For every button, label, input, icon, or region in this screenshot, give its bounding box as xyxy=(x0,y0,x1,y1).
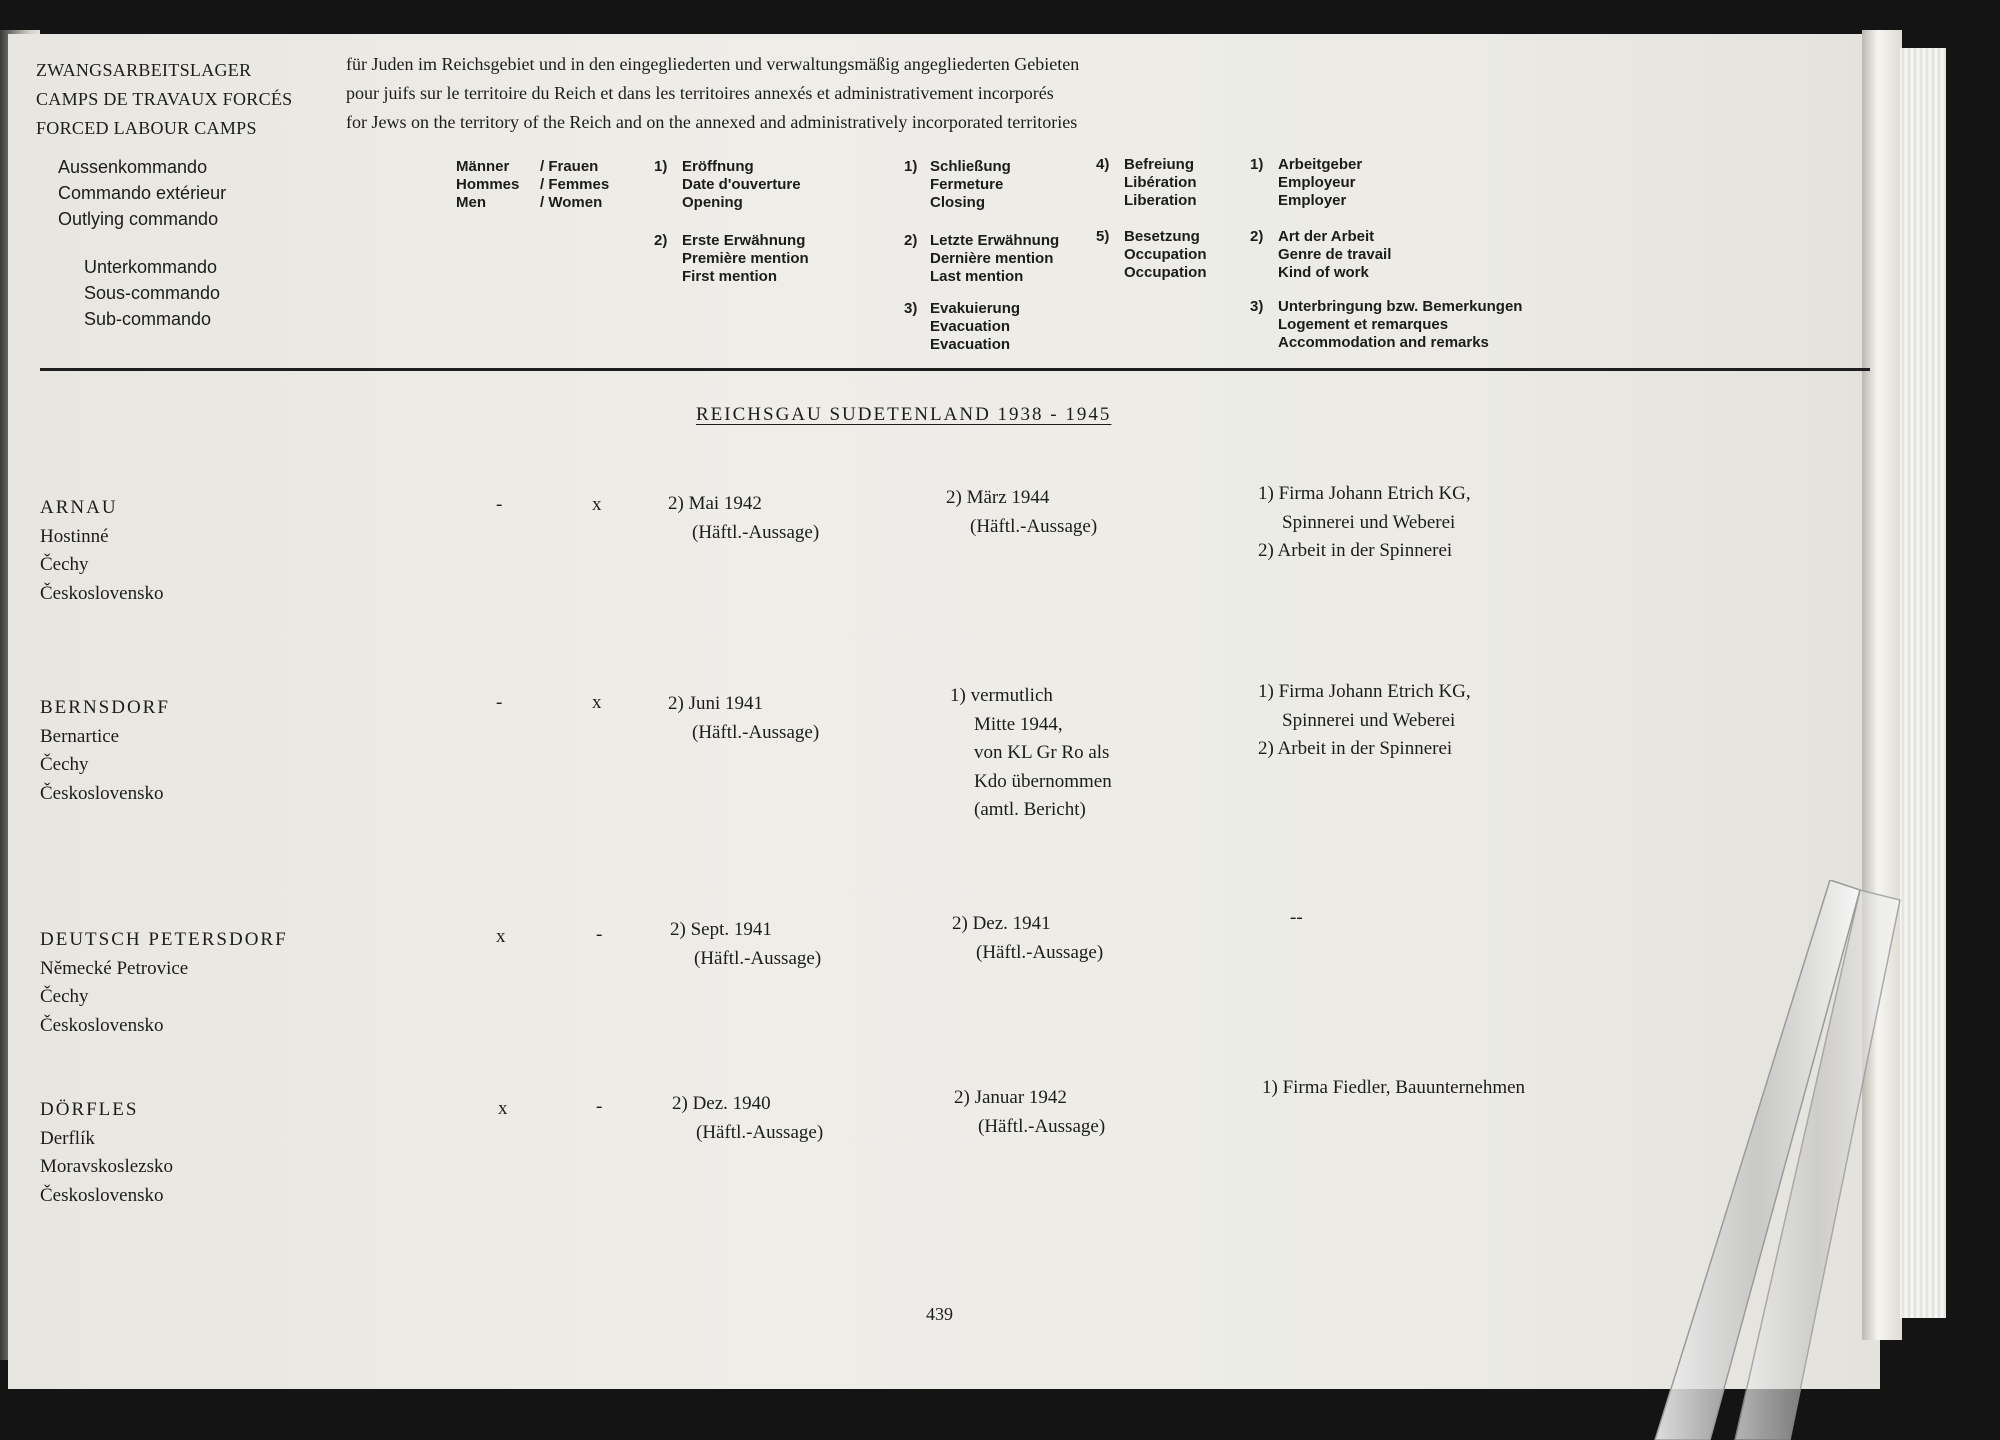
legend-c2-evac-de: Evakuierung xyxy=(930,300,1021,317)
legend-c3-occupation-en: Occupation xyxy=(1124,264,1207,281)
entry-place: Čechy xyxy=(40,986,89,1007)
legend-c3-liberation-en: Liberation xyxy=(1124,192,1197,209)
legend-c1-first-fr: Première mention xyxy=(682,250,809,267)
cell-line: 2) Dez. 1941 xyxy=(952,913,1051,934)
legend-c3-liberation-num: 4) xyxy=(1096,156,1110,173)
cell-line: 2) Januar 1942 xyxy=(954,1087,1067,1108)
legend-c1-opening-num: 1) xyxy=(654,158,668,175)
entry-place: Čechy xyxy=(40,554,89,575)
legend-c1-opening-fr: Date d'ouverture xyxy=(682,176,801,193)
section-title: REICHSGAU SUDETENLAND 1938 - 1945 xyxy=(696,404,1112,425)
cell-line: 2) Mai 1942 xyxy=(668,493,762,514)
cell-line: 2) Arbeit in der Spinnerei xyxy=(1258,738,1453,759)
legend-c4-accom-num: 3) xyxy=(1250,298,1264,315)
entry-place: Československo xyxy=(40,782,164,804)
entry-opening-cell xyxy=(668,690,819,747)
legend-c2-evac-fr: Evacuation xyxy=(930,318,1011,335)
entry-place: Bernartice xyxy=(40,725,120,747)
entry-employer-cell xyxy=(1258,480,1471,566)
legend-gender-women xyxy=(540,158,609,212)
entry-closing-cell xyxy=(946,484,1097,541)
legend-c1-first-en: First mention xyxy=(682,268,778,285)
entry-opening-cell xyxy=(670,916,821,973)
intro-line-en: for Jews on the territory of the Reich and on the annexed and administratively incorporated territories xyxy=(346,112,1078,132)
cell-line: (Häftl.-Aussage) xyxy=(692,721,820,743)
cell-line: (amtl. Bericht) xyxy=(974,799,1086,820)
legend-c1-first-de: Erste Erwähnung xyxy=(682,232,806,249)
legend-c1-opening-en: Opening xyxy=(682,194,743,211)
entry-name: DÖRFLES xyxy=(40,1099,139,1120)
legend-outlying-de: Aussenkommando xyxy=(58,157,208,177)
entry-bernsdorf-location xyxy=(40,694,170,808)
cell-line: von KL Gr Ro als xyxy=(974,742,1110,763)
cell-line: -- xyxy=(1290,907,1303,928)
legend-men-fr: Hommes xyxy=(456,176,520,193)
title-line-fr: CAMPS DE TRAVAUX FORCÉS xyxy=(36,89,293,109)
legend-c2-closing-fr: Fermeture xyxy=(930,176,1004,193)
legend-women-de: / Frauen xyxy=(540,158,599,175)
entry-opening-cell xyxy=(668,490,819,547)
legend-c3-liberation xyxy=(1124,156,1197,210)
legend-gender-men xyxy=(456,158,519,212)
cell-line: 1) Firma Johann Etrich KG, xyxy=(1258,483,1471,504)
legend-c4-employer xyxy=(1278,156,1362,210)
legend-c4-employer-en: Employer xyxy=(1278,192,1347,209)
cell-line: Spinnerei und Weberei xyxy=(1282,511,1456,533)
legend-c2-last-en: Last mention xyxy=(930,268,1024,285)
entry-place: Moravskoslezsko xyxy=(40,1156,173,1177)
legend-women-en: / Women xyxy=(540,194,603,211)
legend-c2-closing-num: 1) xyxy=(904,158,918,175)
document-title xyxy=(36,56,292,143)
legend-c3-occupation-de: Besetzung xyxy=(1124,228,1200,245)
legend-c1-opening xyxy=(682,158,801,212)
cell-line: (Häftl.-Aussage) xyxy=(976,941,1104,963)
entry-women-mark: - xyxy=(596,1096,603,1117)
entry-place: Československo xyxy=(40,1184,164,1206)
page-number: 439 xyxy=(926,1304,953,1324)
legend-sub-commando xyxy=(84,254,220,332)
legend-c4-accom-en: Accommodation and remarks xyxy=(1278,334,1489,351)
entry-opening-cell xyxy=(672,1090,823,1147)
intro-line-fr: pour juifs sur le territoire du Reich et dans les territoires annexés et administrativement incorporés xyxy=(346,83,1054,103)
legend-c4-work-en: Kind of work xyxy=(1278,264,1369,281)
legend-c4-employer-fr: Employeur xyxy=(1278,174,1356,191)
entry-place: Hostinné xyxy=(40,525,109,547)
legend-c1-first-num: 2) xyxy=(654,232,668,249)
cell-line: Kdo übernommen xyxy=(974,770,1112,792)
legend-c3-liberation-de: Befreiung xyxy=(1124,156,1195,173)
legend-c2-closing xyxy=(930,158,1011,212)
entry-men-mark: x xyxy=(498,1098,508,1119)
cell-line: (Häftl.-Aussage) xyxy=(694,947,822,969)
entry-women-mark: - xyxy=(596,924,603,945)
legend-c2-last-de: Letzte Erwähnung xyxy=(930,232,1060,249)
entry-arnau-location xyxy=(40,494,164,608)
cell-line: 1) vermutlich xyxy=(950,685,1053,706)
entry-men-mark: x xyxy=(496,926,506,947)
legend-c4-kind-of-work xyxy=(1278,228,1391,282)
entry-men-mark: - xyxy=(496,494,503,515)
entry-dorfles-location xyxy=(40,1096,173,1210)
title-line-en: FORCED LABOUR CAMPS xyxy=(36,118,257,138)
entry-women-mark: x xyxy=(592,692,602,713)
legend-c4-accom-de: Unterbringung bzw. Bemerkungen xyxy=(1278,298,1523,315)
entry-closing-cell xyxy=(950,682,1112,825)
entry-place: Československo xyxy=(40,582,164,604)
legend-c4-work-fr: Genre de travail xyxy=(1278,246,1392,263)
header-divider xyxy=(40,368,1870,371)
entry-men-mark: - xyxy=(496,692,503,713)
entry-employer-cell xyxy=(1262,1074,1525,1103)
document-intro xyxy=(346,50,1079,137)
cell-line: 2) Arbeit in der Spinnerei xyxy=(1258,540,1453,561)
legend-c4-accommodation xyxy=(1278,298,1522,352)
tweezers-decoration xyxy=(1560,880,1980,1440)
entry-name: ARNAU xyxy=(40,497,118,518)
title-line-de: ZWANGSARBEITSLAGER xyxy=(36,60,252,80)
entry-place: Československo xyxy=(40,1014,164,1036)
entry-deutsch-petersdorf-location xyxy=(40,926,288,1040)
cell-line: 2) März 1944 xyxy=(946,487,1050,508)
legend-c2-evac-num: 3) xyxy=(904,300,918,317)
entry-women-mark: x xyxy=(592,494,602,515)
legend-c2-closing-de: Schließung xyxy=(930,158,1011,175)
cell-line: (Häftl.-Aussage) xyxy=(970,515,1098,537)
legend-c3-liberation-fr: Libération xyxy=(1124,174,1197,191)
legend-c4-employer-num: 1) xyxy=(1250,156,1264,173)
legend-sub-fr: Sous-commando xyxy=(84,283,221,303)
legend-c2-last-fr: Dernière mention xyxy=(930,250,1054,267)
legend-c4-employer-de: Arbeitgeber xyxy=(1278,156,1363,173)
cell-line: 1) Firma Fiedler, Bauunternehmen xyxy=(1262,1077,1526,1098)
cell-line: Mitte 1944, xyxy=(974,713,1063,735)
legend-c2-evacuation xyxy=(930,300,1020,354)
cell-line: (Häftl.-Aussage) xyxy=(696,1121,824,1143)
legend-sub-en: Sub-commando xyxy=(84,309,212,329)
entry-closing-cell xyxy=(954,1084,1105,1141)
legend-women-fr: / Femmes xyxy=(540,176,610,193)
cell-line: (Häftl.-Aussage) xyxy=(692,521,820,543)
legend-c4-accom-fr: Logement et remarques xyxy=(1278,316,1449,333)
legend-c2-last-mention xyxy=(930,232,1059,286)
entry-place: Derflík xyxy=(40,1127,95,1149)
entry-place: Čechy xyxy=(40,754,89,775)
cell-line: 2) Juni 1941 xyxy=(668,693,763,714)
legend-c2-evac-en: Evacuation xyxy=(930,336,1011,353)
legend-outlying-fr: Commando extérieur xyxy=(58,183,227,203)
intro-line-de: für Juden im Reichsgebiet und in den eingegliederten und verwaltungsmäßig angegliederten Gebieten xyxy=(346,54,1080,74)
legend-c3-occupation xyxy=(1124,228,1207,282)
entry-name: BERNSDORF xyxy=(40,697,170,718)
legend-sub-de: Unterkommando xyxy=(84,257,218,277)
cell-line: Spinnerei und Weberei xyxy=(1282,709,1456,731)
cell-line: (Häftl.-Aussage) xyxy=(978,1115,1106,1137)
cell-line: 2) Sept. 1941 xyxy=(670,919,772,940)
legend-c2-closing-en: Closing xyxy=(930,194,985,211)
legend-c2-last-num: 2) xyxy=(904,232,918,249)
show-through-decoration xyxy=(1580,40,1585,62)
cell-line: 2) Dez. 1940 xyxy=(672,1093,771,1114)
entry-employer-cell xyxy=(1258,678,1471,764)
legend-c1-opening-de: Eröffnung xyxy=(682,158,754,175)
legend-c4-work-de: Art der Arbeit xyxy=(1278,228,1375,245)
cell-line: 1) Firma Johann Etrich KG, xyxy=(1258,681,1471,702)
legend-c1-first-mention xyxy=(682,232,809,286)
legend-outlying-commando xyxy=(58,154,226,232)
legend-c4-work-num: 2) xyxy=(1250,228,1264,245)
legend-men-en: Men xyxy=(456,194,486,211)
entry-name: DEUTSCH PETERSDORF xyxy=(40,929,288,950)
entry-closing-cell xyxy=(952,910,1103,967)
entry-employer-cell xyxy=(1290,904,1303,933)
legend-outlying-en: Outlying commando xyxy=(58,209,219,229)
legend-c3-occupation-fr: Occupation xyxy=(1124,246,1207,263)
legend-men-de: Männer xyxy=(456,158,510,175)
entry-place: Německé Petrovice xyxy=(40,957,189,979)
legend-c3-occupation-num: 5) xyxy=(1096,228,1110,245)
